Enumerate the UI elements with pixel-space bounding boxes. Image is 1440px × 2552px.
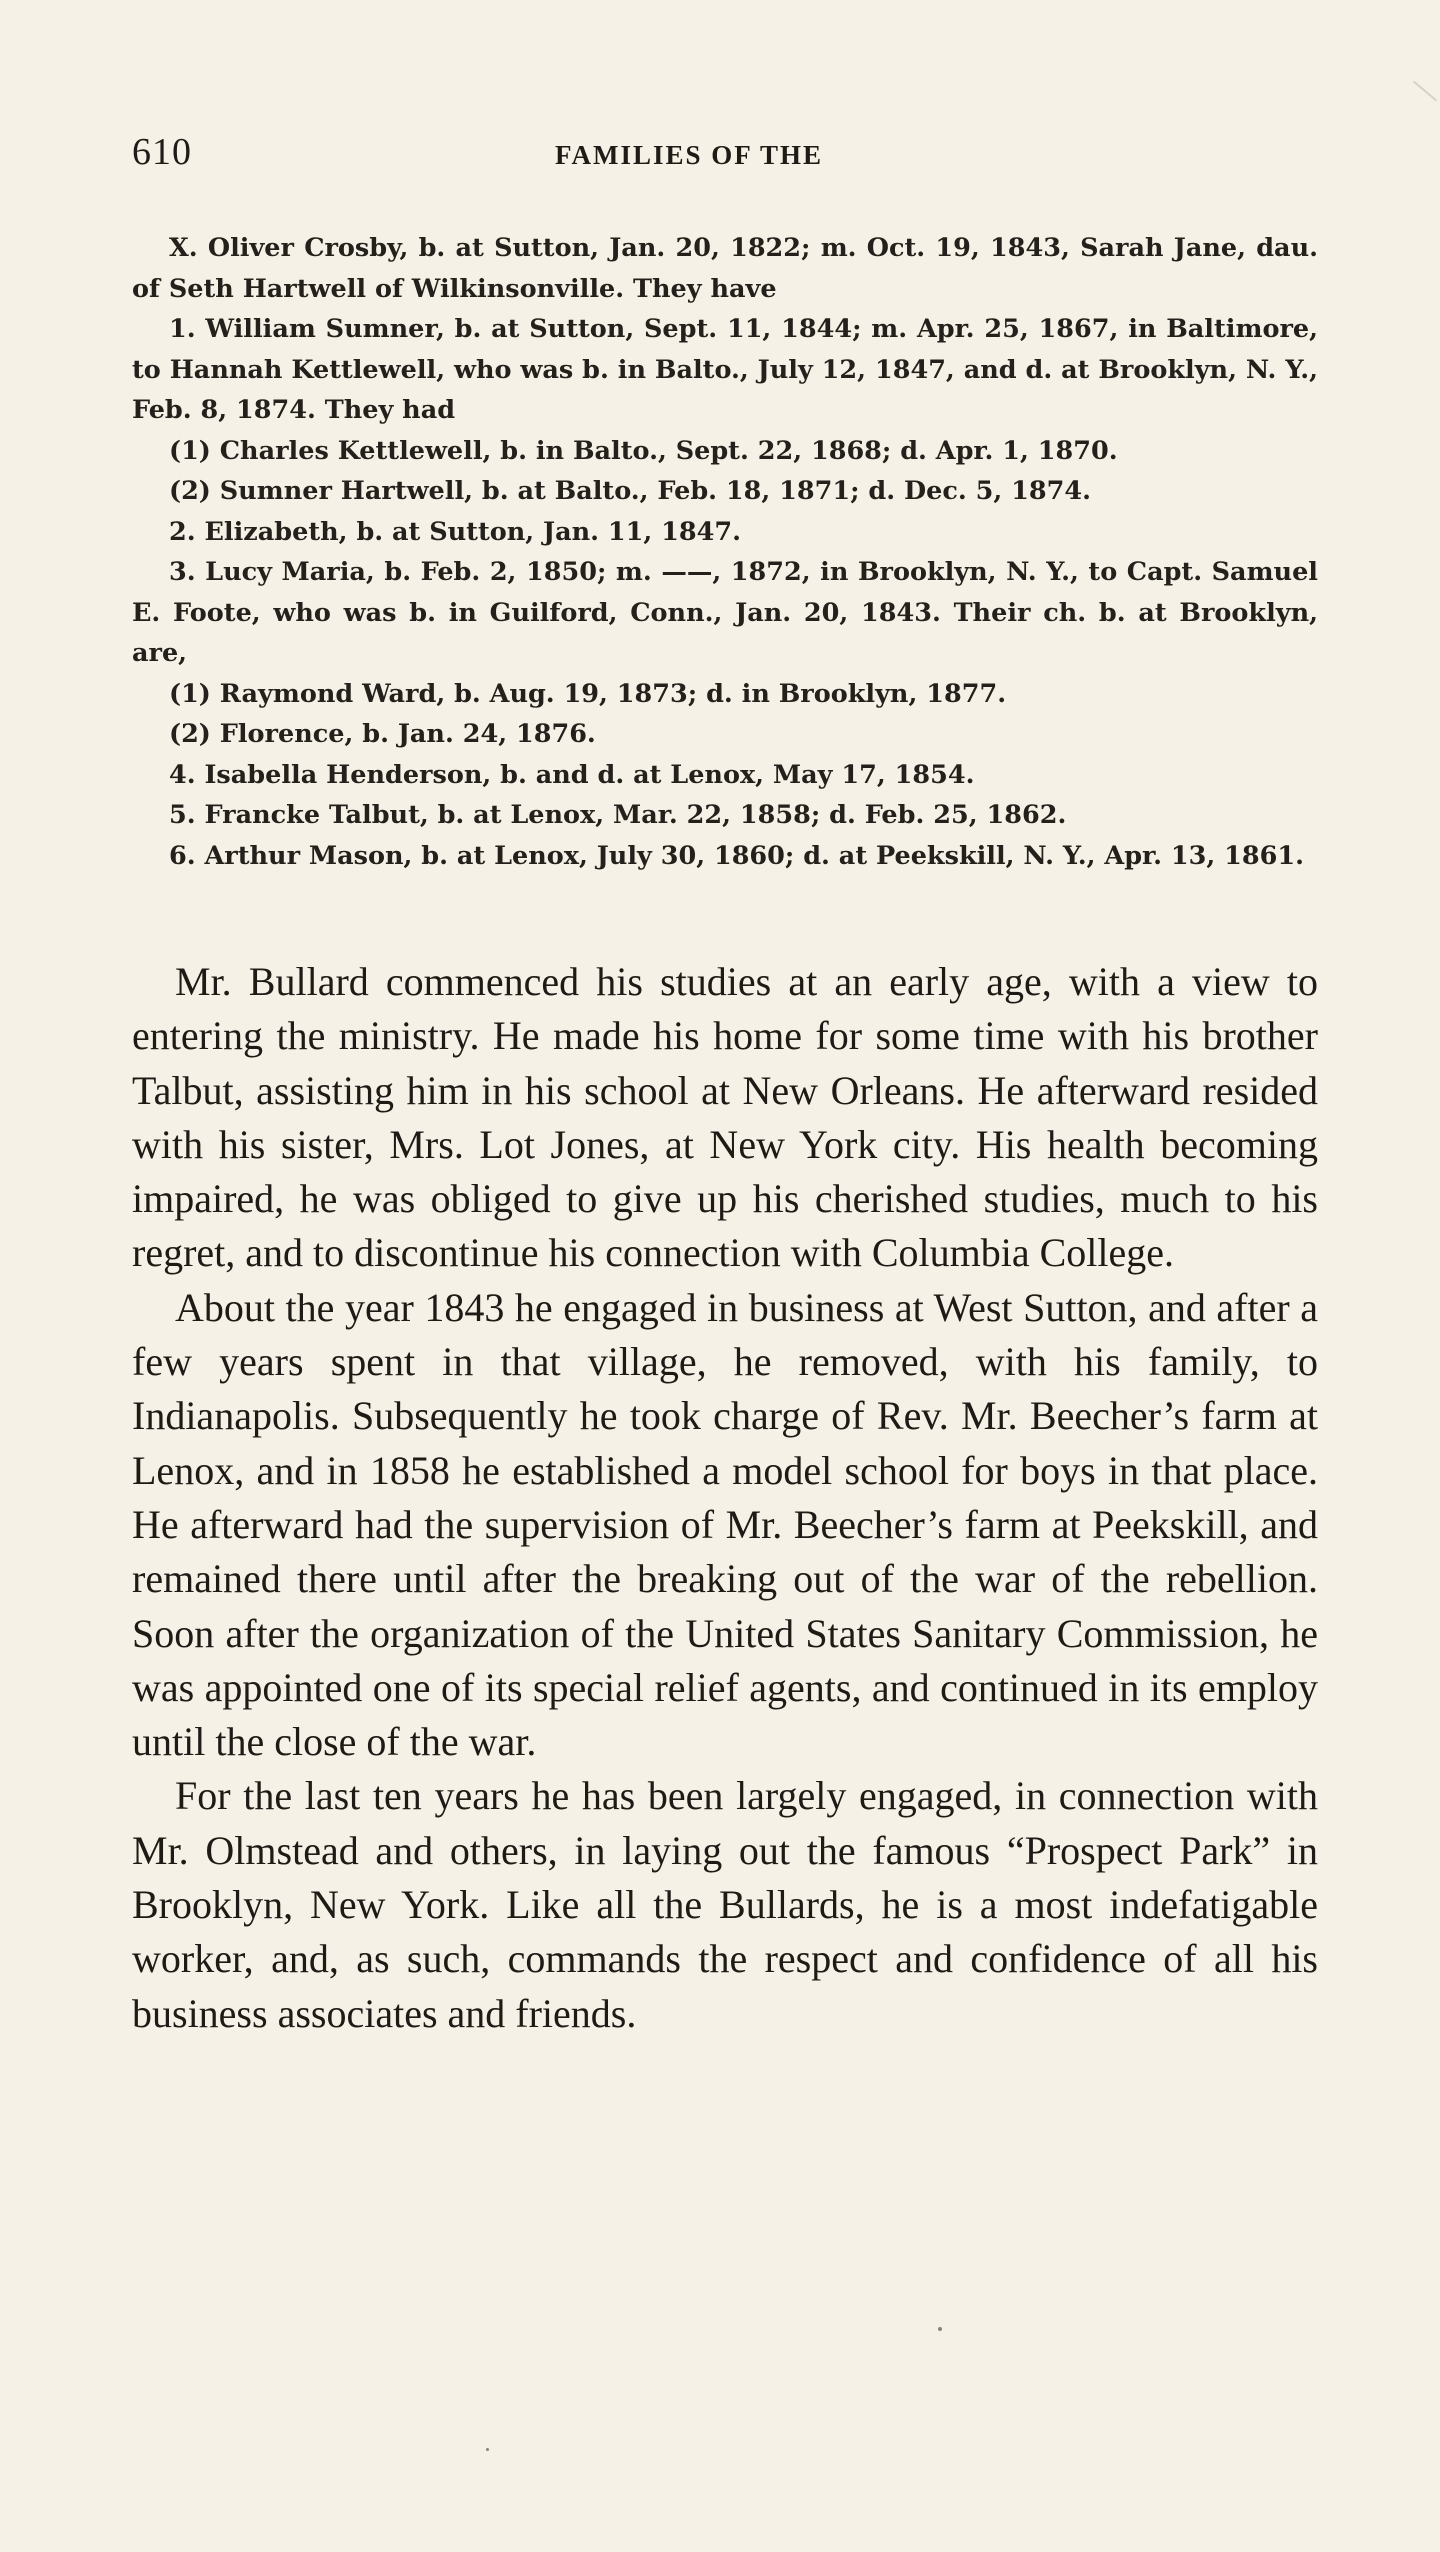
genealogy-entry: (2) Sumner Hartwell, b. at Balto., Feb. 18, 1871; d. Dec. 5, 1874. bbox=[169, 476, 1091, 506]
genealogy-entry: (1) Charles Kettlewell, b. in Balto., Sept. 22, 1868; d. Apr. 1, 1870. bbox=[169, 435, 1118, 466]
page-number: 610 bbox=[132, 131, 192, 173]
paper-speck bbox=[486, 2448, 489, 2451]
biography-paragraph: For the last ten years he has been largely engaged, in connection with Mr. Olmstead and others, in laying out the famous “Prospect Park” in Brooklyn, New York. Like all the Bullards, he is a most indefatigable worker, and, as such, commands the respect and confidence of all his business associates and friends. bbox=[132, 1773, 1318, 2036]
genealogy-entry: 5. Francke Talbut, b. at Lenox, Mar. 22, 1858; d. Feb. 25, 1862. bbox=[169, 800, 1067, 830]
genealogy-entry: 2. Elizabeth, b. at Sutton, Jan. 11, 1847. bbox=[169, 516, 741, 547]
page-edge-mark bbox=[1413, 81, 1437, 102]
genealogy-entry: 1. William Sumner, b. at Sutton, Sept. 11, 1844; m. Apr. 25, 1867, in Baltimore, to Hannah Kettlewell, who was b. in Balto., July 12, 1847, and d. at Brooklyn, N. Y., Feb. 8, 1874. They had bbox=[132, 314, 1318, 425]
genealogy-entry: (2) Florence, b. Jan. 24, 1876. bbox=[169, 719, 596, 749]
genealogy-entry: 3. Lucy Maria, b. Feb. 2, 1850; m. ——, 1872, in Brooklyn, N. Y., to Capt. Samuel E. Foote, who was b. in Guilford, Conn., Jan. 20, 1843. Their ch. b. at Brooklyn, are, bbox=[132, 557, 1318, 668]
page-header bbox=[132, 130, 1322, 190]
genealogy-entry: 6. Arthur Mason, b. at Lenox, July 30, 1860; d. at Peekskill, N. Y., Apr. 13, 1861. bbox=[169, 840, 1304, 871]
genealogy-entry: X. Oliver Crosby, b. at Sutton, Jan. 20, 1822; m. Oct. 19, 1843, Sarah Jane, dau. of Seth Hartwell of Wilkinsonville. They have bbox=[132, 233, 1318, 304]
biography-text bbox=[132, 955, 1318, 2041]
genealogy-list bbox=[132, 228, 1318, 876]
paper-speck bbox=[938, 2327, 942, 2331]
running-head: FAMILIES OF THE bbox=[555, 140, 824, 170]
biography-paragraph: About the year 1843 he engaged in business at West Sutton, and after a few years spent in that village, he removed, with his family, to Indianapolis. Subsequently he took charge of Rev. Mr. Beecher’s farm at Lenox, and in 1858 he established a model school for boys in that place. He afterward had the supervision of Mr. Beecher’s farm at Peekskill, and remained there until after the breaking out of the war of the rebellion. Soon after the organization of the United States Sanitary Commission, he was appointed one of its special relief agents, and continued in its employ until the close of the war. bbox=[132, 1284, 1318, 1765]
genealogy-entry: (1) Raymond Ward, b. Aug. 19, 1873; d. in Brooklyn, 1877. bbox=[169, 678, 1007, 709]
genealogy-entry: 4. Isabella Henderson, b. and d. at Lenox, May 17, 1854. bbox=[169, 759, 975, 790]
biography-paragraph: Mr. Bullard commenced his studies at an early age, with a view to entering the ministry. He made his home for some time with his brother Talbut, assisting him in his school at New Orleans. He afterward resided with his sister, Mrs. Lot Jones, at New York city. His health becoming impaired, he was obliged to give up his cherished studies, much to his regret, and to discontinue his connection with Columbia College. bbox=[132, 959, 1318, 1276]
